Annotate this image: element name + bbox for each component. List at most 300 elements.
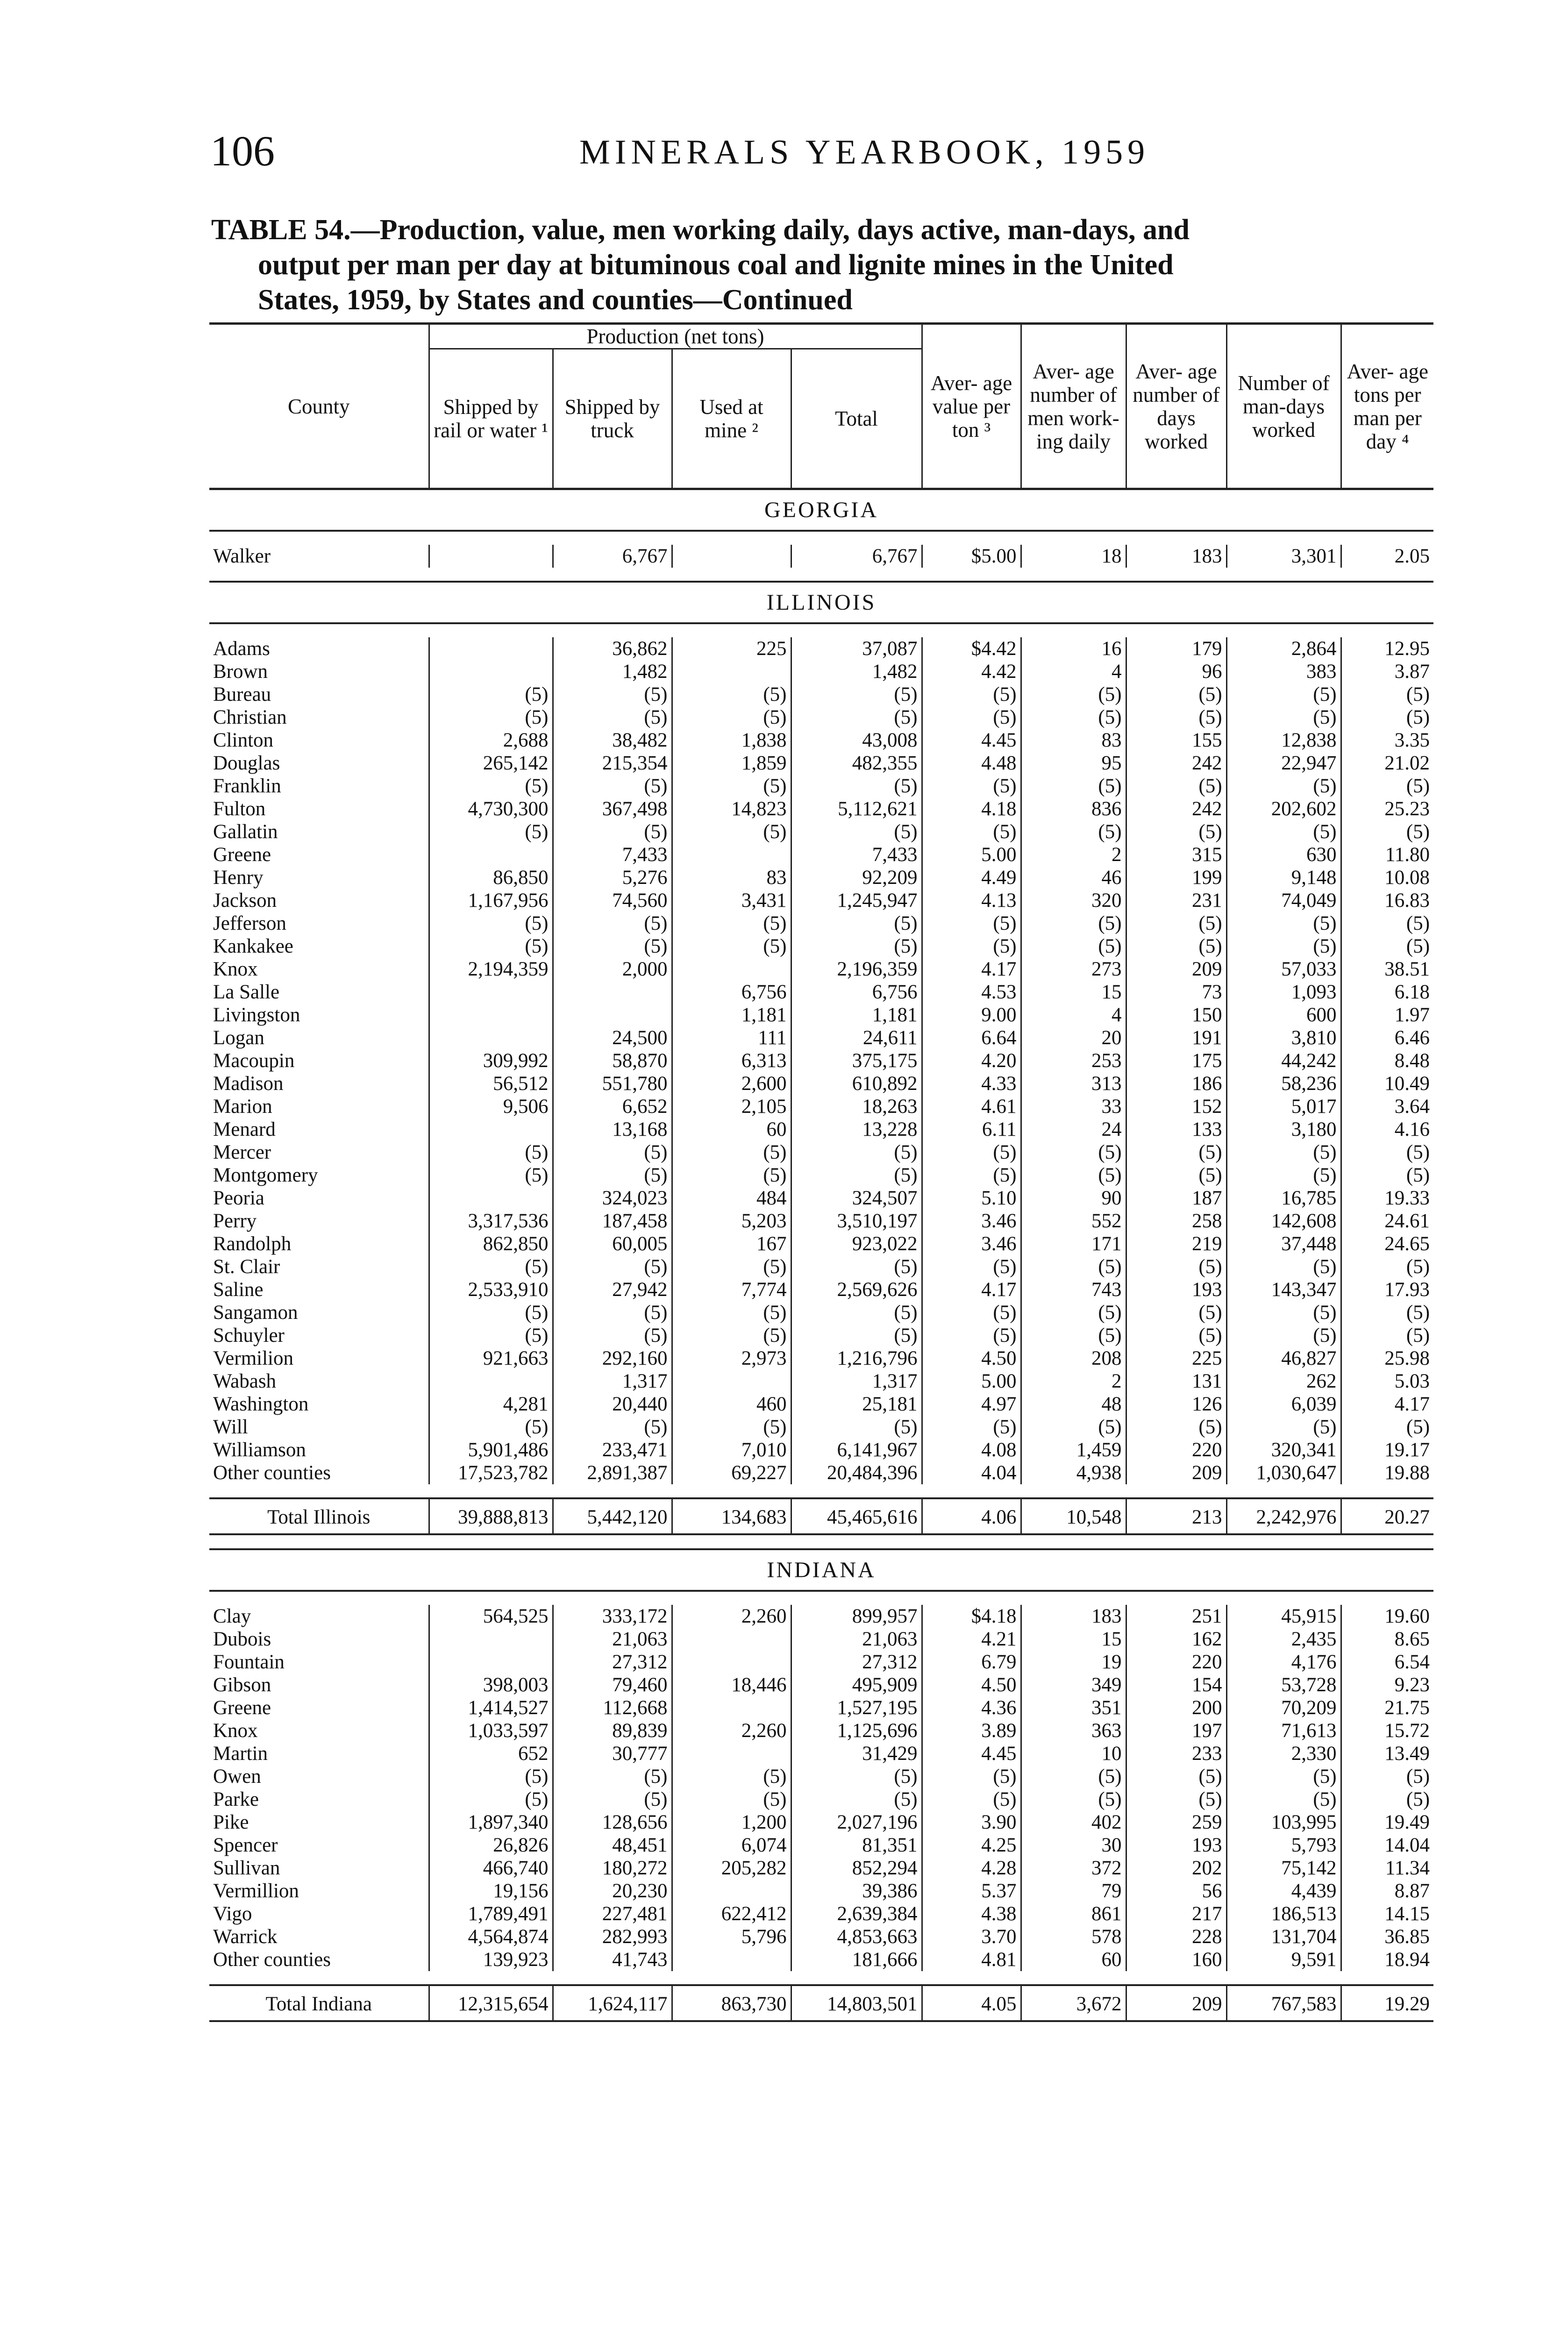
data-cell: 1,459 — [1021, 1439, 1126, 1461]
data-cell: (5) — [553, 1788, 672, 1811]
data-cell: (5) — [1226, 935, 1341, 958]
table-body — [209, 489, 1433, 2036]
data-cell — [553, 981, 672, 1004]
data-cell: 21,063 — [553, 1628, 672, 1651]
state-heading-row — [209, 1549, 1433, 1591]
data-cell: 4.20 — [922, 1049, 1021, 1072]
data-cell: (5) — [1341, 820, 1433, 843]
data-cell: 5,017 — [1226, 1095, 1341, 1118]
table-row — [209, 958, 1433, 981]
data-cell: 160 — [1126, 1948, 1226, 1971]
data-cell: 225 — [672, 637, 791, 660]
data-cell: 13,168 — [553, 1118, 672, 1141]
data-cell: (5) — [922, 1788, 1021, 1811]
table-row — [209, 912, 1433, 935]
data-cell: 6,652 — [553, 1095, 672, 1118]
data-cell — [672, 1742, 791, 1765]
data-cell: 74,560 — [553, 889, 672, 912]
data-cell: (5) — [553, 1765, 672, 1788]
col-header-avg-days: Aver- age number of days worked — [1126, 324, 1226, 489]
data-cell: 4.45 — [922, 729, 1021, 752]
data-cell: (5) — [922, 1141, 1021, 1164]
data-cell: 482,355 — [791, 752, 922, 775]
data-cell: (5) — [429, 1788, 553, 1811]
data-cell: (5) — [791, 935, 922, 958]
data-cell: (5) — [1021, 935, 1126, 958]
data-cell: 564,525 — [429, 1605, 553, 1628]
data-cell: (5) — [672, 1301, 791, 1324]
data-cell: 175 — [1126, 1049, 1226, 1072]
table-row — [209, 798, 1433, 820]
county-name: Kankakee — [213, 935, 293, 957]
data-cell: 13.49 — [1341, 1742, 1433, 1765]
data-cell: 193 — [1126, 1278, 1226, 1301]
data-cell: 225 — [1126, 1347, 1226, 1370]
data-cell: 7,774 — [672, 1278, 791, 1301]
data-cell: (5) — [791, 1301, 922, 1324]
data-cell: 2,569,626 — [791, 1278, 922, 1301]
data-cell: 90 — [1021, 1187, 1126, 1210]
data-cell: 1,859 — [672, 752, 791, 775]
data-cell: (5) — [429, 1416, 553, 1439]
table-row — [209, 660, 1433, 683]
data-cell: 143,347 — [1226, 1278, 1341, 1301]
data-cell: 220 — [1126, 1439, 1226, 1461]
data-cell: 20 — [1021, 1026, 1126, 1049]
county-name: Sullivan — [213, 1857, 280, 1879]
data-cell: 16,785 — [1226, 1187, 1341, 1210]
data-cell: (5) — [553, 775, 672, 798]
table-row — [209, 1095, 1433, 1118]
data-cell: 21,063 — [791, 1628, 922, 1651]
table-row — [209, 1902, 1433, 1925]
data-cell: 57,033 — [1226, 958, 1341, 981]
data-cell: 3.35 — [1341, 729, 1433, 752]
data-cell: (5) — [672, 912, 791, 935]
data-cell — [429, 545, 553, 568]
data-cell: 73 — [1126, 981, 1226, 1004]
table-row — [209, 752, 1433, 775]
data-cell: 17,523,782 — [429, 1461, 553, 1484]
total-cell: 20.27 — [1341, 1498, 1433, 1534]
data-cell: (5) — [672, 1141, 791, 1164]
data-cell: 600 — [1226, 1004, 1341, 1026]
data-cell: 4 — [1021, 1004, 1126, 1026]
data-cell: (5) — [1341, 1416, 1433, 1439]
data-cell: (5) — [429, 912, 553, 935]
data-cell: 315 — [1126, 843, 1226, 866]
data-cell: 466,740 — [429, 1857, 553, 1880]
data-cell: 9.23 — [1341, 1674, 1433, 1696]
total-row — [209, 1985, 1433, 2021]
data-cell: (5) — [791, 1324, 922, 1347]
county-name: Brown — [213, 661, 268, 683]
county-name: Will — [213, 1416, 248, 1438]
data-cell: 9,148 — [1226, 866, 1341, 889]
data-cell: (5) — [1226, 1164, 1341, 1187]
page-header — [210, 126, 1444, 178]
county-name: Mercer — [213, 1141, 271, 1163]
data-cell — [672, 843, 791, 866]
page-number: 106 — [210, 127, 275, 175]
total-cell: 12,315,654 — [429, 1985, 553, 2021]
total-cell: 209 — [1126, 1985, 1226, 2021]
data-cell: 3.70 — [922, 1925, 1021, 1948]
data-cell — [672, 1370, 791, 1393]
data-cell: 199 — [1126, 866, 1226, 889]
county-name: Pike — [213, 1811, 249, 1833]
data-cell: 193 — [1126, 1834, 1226, 1857]
data-cell: 743 — [1021, 1278, 1126, 1301]
data-cell: 652 — [429, 1742, 553, 1765]
data-cell: 1,167,956 — [429, 889, 553, 912]
county-name: Saline — [213, 1279, 264, 1301]
data-cell: 30,777 — [553, 1742, 672, 1765]
data-cell: 233,471 — [553, 1439, 672, 1461]
county-name: Walker — [213, 545, 271, 567]
data-cell: (5) — [791, 1416, 922, 1439]
data-cell: 6,767 — [791, 545, 922, 568]
data-cell: (5) — [922, 1324, 1021, 1347]
data-cell: 6,313 — [672, 1049, 791, 1072]
data-cell: 3,301 — [1226, 545, 1341, 568]
data-cell: 1,030,647 — [1226, 1461, 1341, 1484]
total-label: Total Illinois — [209, 1498, 429, 1534]
table-row — [209, 1393, 1433, 1416]
data-cell: 292,160 — [553, 1347, 672, 1370]
county-name: Vermillion — [213, 1880, 299, 1902]
data-cell: 79,460 — [553, 1674, 672, 1696]
data-cell: 95 — [1021, 752, 1126, 775]
data-cell: 19.17 — [1341, 1439, 1433, 1461]
data-cell: 309,992 — [429, 1049, 553, 1072]
data-cell: (5) — [1126, 1788, 1226, 1811]
data-cell: (5) — [1126, 683, 1226, 706]
data-cell: 282,993 — [553, 1925, 672, 1948]
data-cell: 484 — [672, 1187, 791, 1210]
data-cell: (5) — [791, 1255, 922, 1278]
table-row — [209, 1605, 1433, 1628]
data-cell: 6.54 — [1341, 1651, 1433, 1674]
data-cell: 6.11 — [922, 1118, 1021, 1141]
data-cell: (5) — [553, 1164, 672, 1187]
data-cell: (5) — [553, 820, 672, 843]
county-name: Other counties — [213, 1949, 331, 1971]
table-row — [209, 1210, 1433, 1232]
data-cell: 7,010 — [672, 1439, 791, 1461]
data-cell: 1.97 — [1341, 1004, 1433, 1026]
data-cell: 324,507 — [791, 1187, 922, 1210]
data-cell: 208 — [1021, 1347, 1126, 1370]
data-cell: 13,228 — [791, 1118, 922, 1141]
data-cell: 4,176 — [1226, 1651, 1341, 1674]
data-cell: 233 — [1126, 1742, 1226, 1765]
data-cell: 53,728 — [1226, 1674, 1341, 1696]
table-row — [209, 1370, 1433, 1393]
data-cell: 43,008 — [791, 729, 922, 752]
data-cell: 111 — [672, 1026, 791, 1049]
county-name: Logan — [213, 1027, 264, 1049]
data-cell: 351 — [1021, 1696, 1126, 1719]
table-row — [209, 889, 1433, 912]
col-header-man-days: Number of man-days worked — [1226, 324, 1341, 489]
running-title: MINERALS YEARBOOK, 1959 — [579, 133, 1150, 171]
data-cell: (5) — [672, 1324, 791, 1347]
data-cell — [429, 1187, 553, 1210]
table-row — [209, 637, 1433, 660]
data-cell: 103,995 — [1226, 1811, 1341, 1834]
county-name: Jackson — [213, 890, 277, 912]
table-row — [209, 1118, 1433, 1141]
data-cell: 60 — [1021, 1948, 1126, 1971]
table-row — [209, 1278, 1433, 1301]
data-cell: 4.28 — [922, 1857, 1021, 1880]
data-cell: 11.80 — [1341, 843, 1433, 866]
data-cell: 253 — [1021, 1049, 1126, 1072]
data-cell: 921,663 — [429, 1347, 553, 1370]
data-cell: 89,839 — [553, 1719, 672, 1742]
data-cell: 19.33 — [1341, 1187, 1433, 1210]
data-cell: 16 — [1021, 637, 1126, 660]
data-cell: 5.00 — [922, 1370, 1021, 1393]
data-cell: 899,957 — [791, 1605, 922, 1628]
data-cell: 20,230 — [553, 1880, 672, 1902]
data-cell: 6.64 — [922, 1026, 1021, 1049]
data-cell: 3,317,536 — [429, 1210, 553, 1232]
table-row — [209, 729, 1433, 752]
data-cell — [553, 1004, 672, 1026]
data-cell: 150 — [1126, 1004, 1226, 1026]
total-cell: 213 — [1126, 1498, 1226, 1534]
data-cell: (5) — [1341, 935, 1433, 958]
state-heading-row — [209, 489, 1433, 531]
data-cell: (5) — [429, 1765, 553, 1788]
data-cell: 128,656 — [553, 1811, 672, 1834]
data-cell: 19.60 — [1341, 1605, 1433, 1628]
data-cell: 1,200 — [672, 1811, 791, 1834]
data-cell: 5.03 — [1341, 1370, 1433, 1393]
data-cell — [672, 1696, 791, 1719]
total-label: Total Indiana — [209, 1985, 429, 2021]
county-name: Macoupin — [213, 1050, 295, 1072]
data-cell: 167 — [672, 1232, 791, 1255]
data-cell: 126 — [1126, 1393, 1226, 1416]
county-name: Montgomery — [213, 1164, 318, 1186]
data-cell: 4 — [1021, 660, 1126, 683]
data-cell: 2,435 — [1226, 1628, 1341, 1651]
data-cell: 187 — [1126, 1187, 1226, 1210]
data-cell: (5) — [1341, 1301, 1433, 1324]
data-cell: (5) — [1226, 683, 1341, 706]
data-cell: 4.17 — [922, 958, 1021, 981]
data-cell: 2,105 — [672, 1095, 791, 1118]
data-cell: 1,414,527 — [429, 1696, 553, 1719]
data-cell: 2,330 — [1226, 1742, 1341, 1765]
data-cell: 83 — [672, 866, 791, 889]
county-name: Fulton — [213, 798, 266, 820]
data-cell: 12,838 — [1226, 729, 1341, 752]
county-name: Dubois — [213, 1628, 271, 1650]
data-cell: 259 — [1126, 1811, 1226, 1834]
data-cell: 5.37 — [922, 1880, 1021, 1902]
table-row — [209, 1324, 1433, 1347]
data-cell: (5) — [922, 935, 1021, 958]
data-cell: (5) — [922, 775, 1021, 798]
table-row — [209, 1788, 1433, 1811]
data-cell: 4.04 — [922, 1461, 1021, 1484]
data-cell: 131 — [1126, 1370, 1226, 1393]
data-cell: 14.04 — [1341, 1834, 1433, 1857]
data-cell: (5) — [429, 1301, 553, 1324]
county-name: Vigo — [213, 1903, 252, 1925]
county-name: Randolph — [213, 1233, 292, 1255]
data-cell: (5) — [1021, 1765, 1126, 1788]
data-cell: 27,312 — [791, 1651, 922, 1674]
data-cell: 1,317 — [553, 1370, 672, 1393]
data-cell: 6.79 — [922, 1651, 1021, 1674]
data-cell: (5) — [791, 1765, 922, 1788]
data-cell: (5) — [922, 820, 1021, 843]
data-cell: 6,074 — [672, 1834, 791, 1857]
data-cell: (5) — [1126, 706, 1226, 729]
data-cell: (5) — [1341, 1141, 1433, 1164]
data-cell: 7,433 — [553, 843, 672, 866]
data-cell: 4,281 — [429, 1393, 553, 1416]
data-cell: 4.16 — [1341, 1118, 1433, 1141]
data-cell: (5) — [1226, 1324, 1341, 1347]
table-row — [209, 1232, 1433, 1255]
data-cell: 71,613 — [1226, 1719, 1341, 1742]
data-cell: 1,482 — [791, 660, 922, 683]
data-cell: (5) — [791, 706, 922, 729]
data-cell: $4.18 — [922, 1605, 1021, 1628]
data-cell: 622,412 — [672, 1902, 791, 1925]
data-cell: 17.93 — [1341, 1278, 1433, 1301]
data-cell: 27,942 — [553, 1278, 672, 1301]
data-cell: (5) — [1341, 706, 1433, 729]
data-cell: 205,282 — [672, 1857, 791, 1880]
data-cell: (5) — [1126, 935, 1226, 958]
data-cell: 251 — [1126, 1605, 1226, 1628]
total-cell: 3,672 — [1021, 1985, 1126, 2021]
data-cell: 21.02 — [1341, 752, 1433, 775]
table-row — [209, 1049, 1433, 1072]
data-cell: 610,892 — [791, 1072, 922, 1095]
data-cell: 1,125,696 — [791, 1719, 922, 1742]
county-name: Christian — [213, 706, 287, 728]
data-cell: 30 — [1021, 1834, 1126, 1857]
data-cell: 349 — [1021, 1674, 1126, 1696]
data-cell: 8.48 — [1341, 1049, 1433, 1072]
data-cell: 22,947 — [1226, 752, 1341, 775]
county-name: Fountain — [213, 1651, 285, 1673]
state-heading: GEORGIA — [209, 489, 1433, 531]
data-cell: (5) — [1021, 912, 1126, 935]
data-cell: 18,263 — [791, 1095, 922, 1118]
data-cell: (5) — [922, 1255, 1021, 1278]
data-cell: 1,033,597 — [429, 1719, 553, 1742]
data-cell: (5) — [672, 935, 791, 958]
total-cell: 10,548 — [1021, 1498, 1126, 1534]
data-cell: 38.51 — [1341, 958, 1433, 981]
county-name: Gibson — [213, 1674, 271, 1696]
data-cell: (5) — [1126, 1255, 1226, 1278]
data-cell: 25.98 — [1341, 1347, 1433, 1370]
data-cell: (5) — [1226, 912, 1341, 935]
data-cell: 862,850 — [429, 1232, 553, 1255]
data-cell: 372 — [1021, 1857, 1126, 1880]
data-cell: (5) — [922, 706, 1021, 729]
data-cell — [429, 1118, 553, 1141]
data-cell — [672, 958, 791, 981]
data-cell: 133 — [1126, 1118, 1226, 1141]
data-cell: 45,915 — [1226, 1605, 1341, 1628]
data-cell: 2,194,359 — [429, 958, 553, 981]
data-cell: 27,312 — [553, 1651, 672, 1674]
data-cell: 33 — [1021, 1095, 1126, 1118]
table-row — [209, 866, 1433, 889]
county-name: Vermilion — [213, 1347, 293, 1369]
data-cell: 209 — [1126, 1461, 1226, 1484]
table-caption — [211, 213, 1445, 318]
data-cell: (5) — [553, 1416, 672, 1439]
data-cell: (5) — [429, 1164, 553, 1187]
data-cell: (5) — [1341, 1255, 1433, 1278]
county-name: La Salle — [213, 981, 280, 1003]
spacer-row — [209, 1971, 1433, 1985]
data-cell — [429, 1026, 553, 1049]
data-cell: 39,386 — [791, 1880, 922, 1902]
data-cell: (5) — [922, 683, 1021, 706]
data-cell: 75,142 — [1226, 1857, 1341, 1880]
data-cell: 24,500 — [553, 1026, 672, 1049]
county-name: Martin — [213, 1743, 268, 1765]
data-cell: 25.23 — [1341, 798, 1433, 820]
data-cell: (5) — [553, 1301, 672, 1324]
data-cell: (5) — [672, 683, 791, 706]
data-cell: 1,897,340 — [429, 1811, 553, 1834]
total-cell: 863,730 — [672, 1985, 791, 2021]
data-cell: 2,533,910 — [429, 1278, 553, 1301]
data-cell: (5) — [672, 1255, 791, 1278]
total-cell: 767,583 — [1226, 1985, 1341, 2021]
data-cell: 324,023 — [553, 1187, 672, 1210]
data-cell: (5) — [1341, 1788, 1433, 1811]
table-row — [209, 1004, 1433, 1026]
data-cell: 81,351 — [791, 1834, 922, 1857]
table-row — [209, 1164, 1433, 1187]
data-cell: 209 — [1126, 958, 1226, 981]
data-cell: 11.34 — [1341, 1857, 1433, 1880]
data-cell: 4,730,300 — [429, 798, 553, 820]
table-row — [209, 1187, 1433, 1210]
data-cell — [429, 1628, 553, 1651]
data-cell: 2,864 — [1226, 637, 1341, 660]
table-row — [209, 1072, 1433, 1095]
data-cell: 836 — [1021, 798, 1126, 820]
data-cell: 231 — [1126, 889, 1226, 912]
data-cell: 258 — [1126, 1210, 1226, 1232]
caption-line-1: TABLE 54.—Production, value, men working daily, days active, man-days, and — [211, 214, 1190, 246]
county-name: Washington — [213, 1393, 309, 1415]
data-cell: 5.10 — [922, 1187, 1021, 1210]
data-cell: 3.90 — [922, 1811, 1021, 1834]
data-cell: 60 — [672, 1118, 791, 1141]
data-cell: (5) — [672, 1164, 791, 1187]
data-cell: 4.17 — [1341, 1393, 1433, 1416]
data-cell: (5) — [1021, 775, 1126, 798]
state-heading: INDIANA — [209, 1549, 1433, 1591]
